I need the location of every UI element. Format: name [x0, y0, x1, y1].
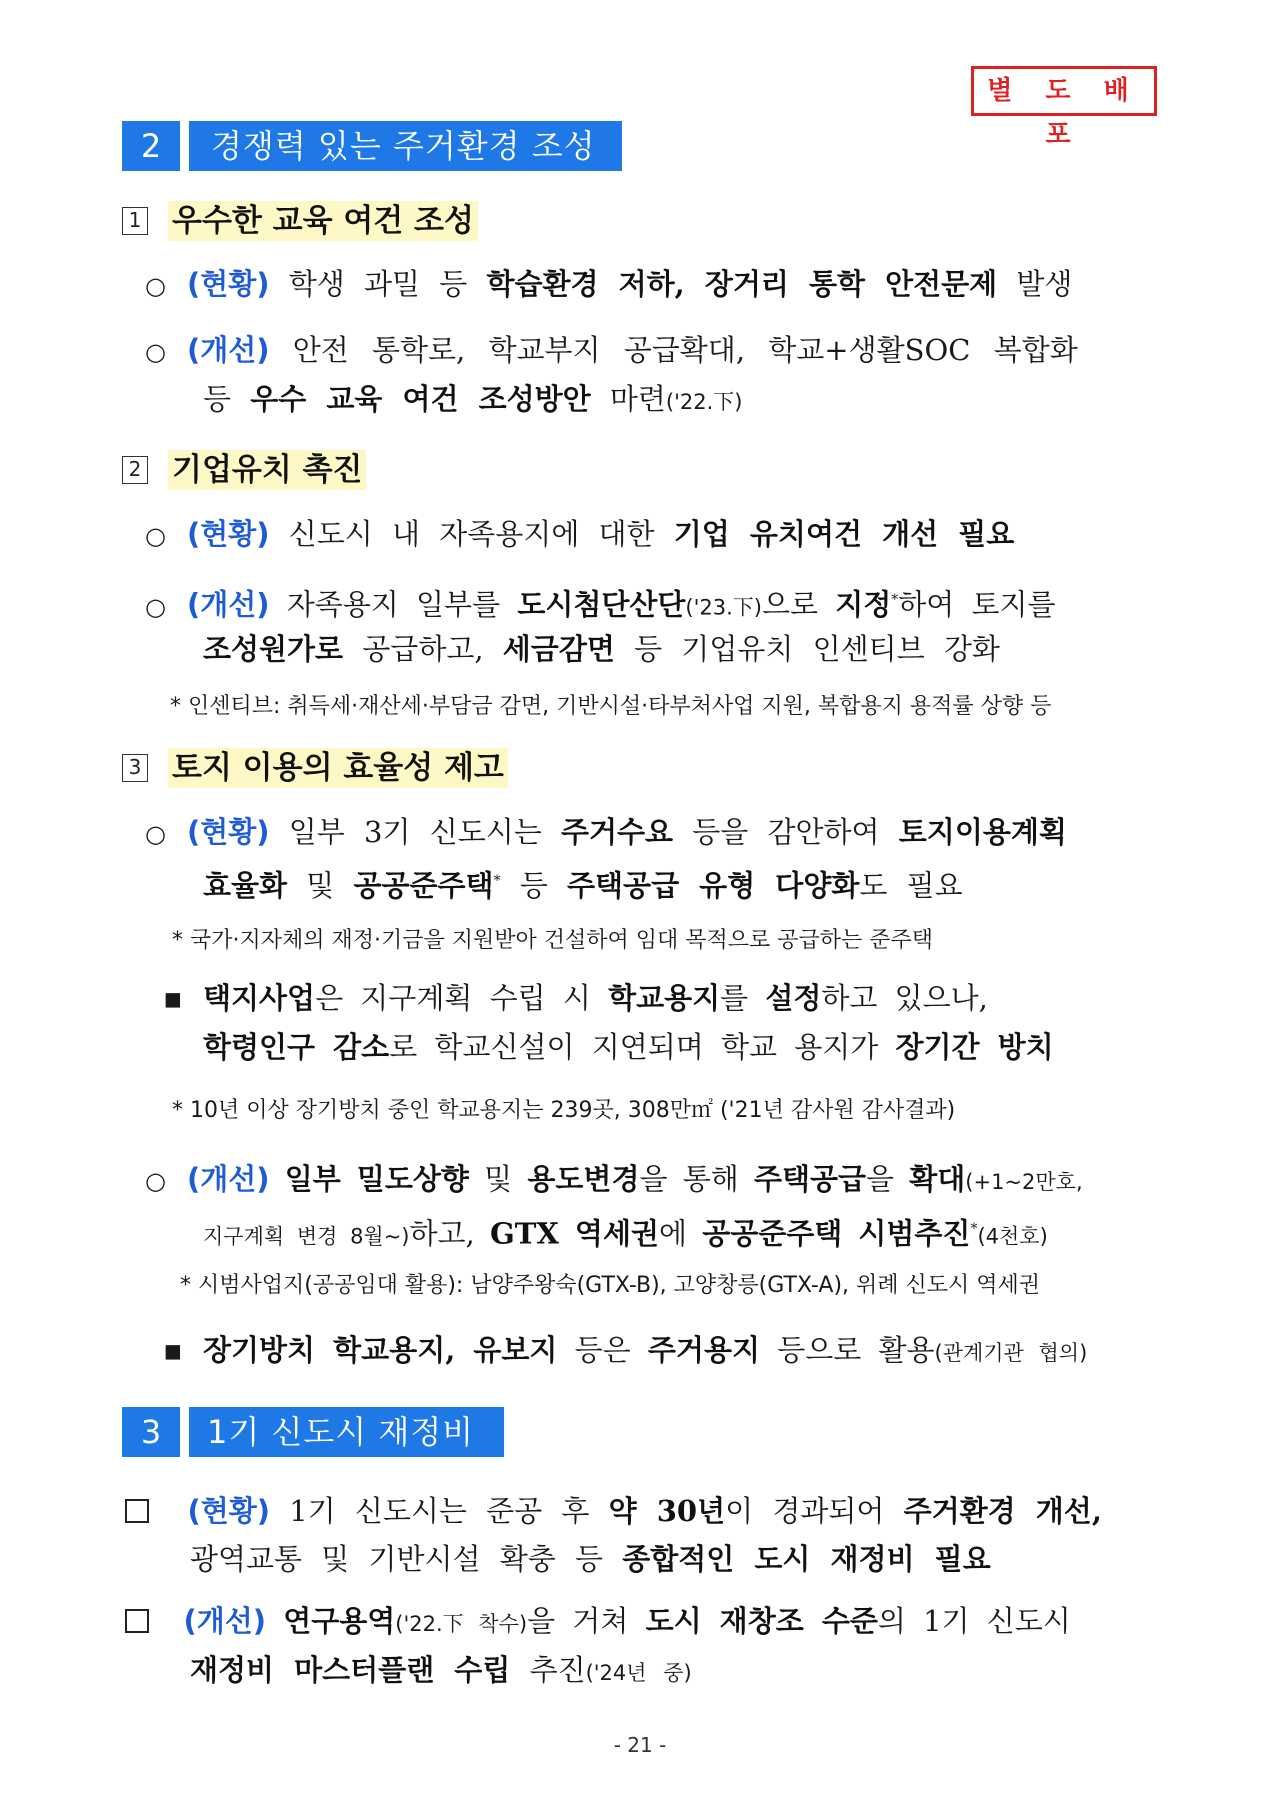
subsection-title: 우수한 교육 여건 조성: [168, 201, 478, 241]
subsection-2-header: [122, 448, 366, 492]
bullet-line: 학령인구 감소로 학교신설이 지연되며 학교 용지가 장기간 방치: [203, 1030, 1054, 1064]
para-line: ○ (개선) 일부 밀도상향 및 용도변경을 통해 주택공급을 확대(+1~2만호,: [145, 1159, 1083, 1202]
section-title: 1기 신도시 재정비: [189, 1407, 504, 1457]
circle-bullet-icon: ○: [145, 272, 166, 300]
circle-bullet-icon: ○: [145, 592, 166, 621]
circle-bullet-icon: ○: [145, 820, 166, 848]
bullet-line: ▪ 택지사업은 지구계획 수립 시 학교용지를 설정하고 있으나,: [163, 978, 988, 1018]
subsection-title: 토지 이용의 효율성 제고: [168, 748, 508, 788]
para-line: 광역교통 및 기반시설 확충 등 종합적인 도시 재정비 필요: [190, 1542, 991, 1576]
footnote: * 시범사업지(공공임대 활용): 남양주왕숙(GTX-B), 고양창릉(GTX-A), 위례 신도시 역세권: [180, 1273, 1041, 1298]
subsection-3-header: [122, 746, 508, 790]
para-line: 조성원가로 공급하고, 세금감면 등 기업유치 인센티브 강화: [203, 632, 1000, 666]
section-title: 경쟁력 있는 주거환경 조성: [189, 121, 622, 171]
footnote: * 10년 이상 장기방치 중인 학교용지는 239곳, 308만㎡ ('21년 감사원 감사결과): [172, 1098, 956, 1123]
para-line: ○ (개선) 자족용지 일부를 도시첨단산단('23.下)으로 지정*하여 토지를: [145, 580, 1056, 628]
circle-bullet-icon: ○: [145, 1167, 166, 1195]
footnote: * 국가·지자체의 재정·기금을 지원받아 건설하여 임대 목적으로 공급하는 준주택: [172, 928, 933, 953]
section-2-header: [122, 121, 622, 171]
section-number: 3: [122, 1407, 180, 1457]
subsection-number: 2: [122, 456, 148, 484]
subsection-number: 3: [122, 754, 148, 782]
checkbox-square-icon: [125, 1609, 149, 1633]
subsection-number: 1: [122, 207, 148, 235]
para-line: 재정비 마스터플랜 수립 추진('24년 중): [190, 1653, 692, 1687]
circle-bullet-icon: ○: [145, 338, 166, 366]
section-number: 2: [122, 121, 180, 171]
square-bullet-icon: ▪: [163, 981, 183, 1015]
para-line: ○ (현황) 일부 3기 신도시는 주거수요 등을 감안하여 토지이용계획: [145, 812, 1067, 854]
footnote: * 인센티브: 취득세·재산세·부담금 감면, 기반시설·타부처사업 지원, 복합용지 용적률 상향 등: [170, 694, 1052, 719]
para-line: ○ (개선) 안전 통학로, 학교부지 공급확대, 학교+생활SOC 복합화: [145, 330, 1078, 372]
para-line: (개선) 연구용역('22.下 착수)을 거쳐 도시 재창조 수준의 1기 신도시: [125, 1601, 1071, 1644]
page-number: - 21 -: [613, 1733, 667, 1757]
subsection-title: 기업유치 촉진: [168, 450, 366, 490]
bullet-line: ▪ 장기방치 학교용지, 유보지 등은 주거용지 등으로 활용(관계기관 협의): [163, 1330, 1087, 1373]
para-line: 등 우수 교육 여건 조성방안 마련('22.下): [203, 382, 743, 416]
subsection-1-header: [122, 199, 478, 243]
checkbox-square-icon: [125, 1499, 149, 1523]
distribution-stamp: 별 도 배 포: [971, 66, 1157, 116]
square-bullet-icon: ▪: [163, 1333, 183, 1367]
circle-bullet-icon: ○: [145, 522, 166, 550]
para-line: (현황) 1기 신도시는 준공 후 약 30년이 경과되어 주거환경 개선,: [125, 1491, 1102, 1531]
section-3-header: [122, 1407, 504, 1457]
para-line: 효율화 및 공공준주택* 등 주택공급 유형 다양화도 필요: [203, 868, 963, 903]
para-line: 지구계획 변경 8월~)하고, GTX 역세권에 공공준주택 시범추진*(4천호): [203, 1216, 1048, 1251]
para-line: ○ (현황) 학생 과밀 등 학습환경 저하, 장거리 통학 안전문제 발생: [145, 264, 1072, 306]
para-line: ○ (현황) 신도시 내 자족용지에 대한 기업 유치여건 개선 필요: [145, 514, 1014, 556]
